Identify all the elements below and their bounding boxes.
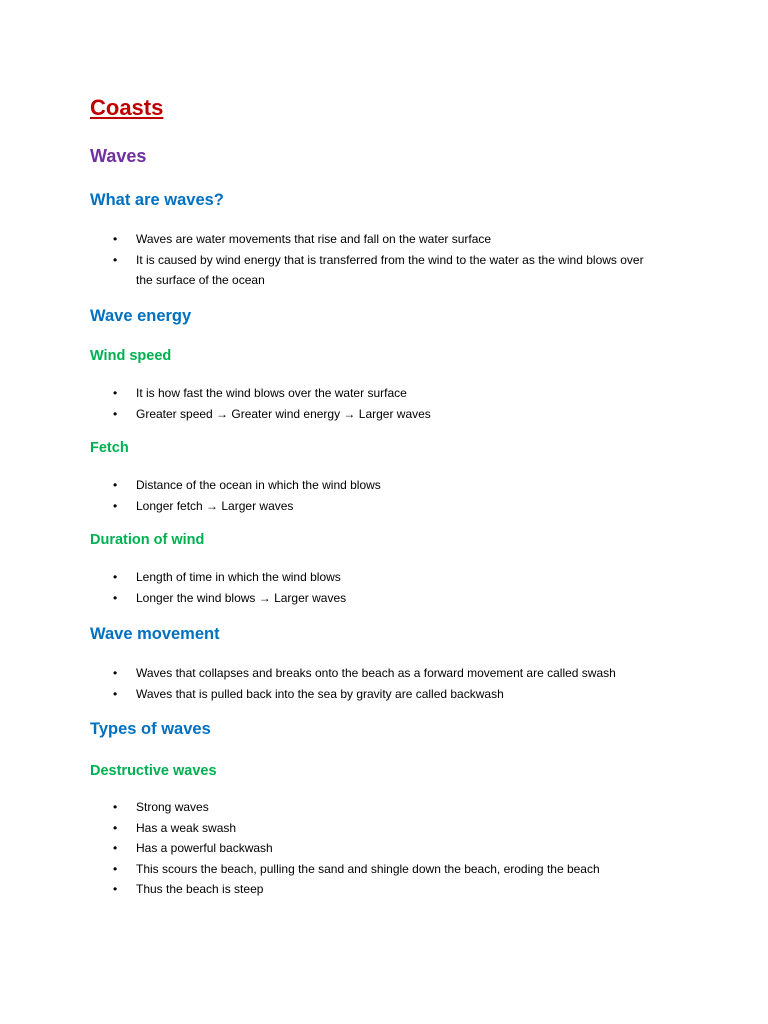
list-item: • Longer the wind blows → Larger waves [0,588,656,609]
heading-wave-energy: Wave energy [90,307,192,325]
list-item: • Length of time in which the wind blows [0,567,656,588]
heading-wind-speed: Wind speed [90,348,172,364]
list-item: • This scours the beach, pulling the sand and shingle down the beach, eroding the beach [0,859,656,880]
heading-destructive-waves: Destructive waves [90,763,217,779]
list-item: • It is caused by wind energy that is transferred from the wind to the water as the wind blows over the surface of the ocean [0,250,656,291]
list-fetch [0,475,656,516]
list-item: • Longer fetch → Larger waves [0,496,656,517]
list-destructive-waves [0,797,656,900]
list-wind-speed [0,383,656,424]
section-heading-waves: Waves [90,146,147,166]
list-item: • Waves that collapses and breaks onto the beach as a forward movement are called swash [0,663,656,684]
heading-wave-movement: Wave movement [90,625,220,643]
document-title: Coasts [90,95,164,120]
list-what-are-waves [0,229,656,291]
list-item: • Waves that is pulled back into the sea by gravity are called backwash [0,684,656,705]
heading-what-are-waves: What are waves? [90,191,224,209]
list-item: • Strong waves [0,797,656,818]
list-wave-movement [0,663,656,704]
heading-types-of-waves: Types of waves [90,720,211,738]
list-item: • Has a weak swash [0,818,656,839]
list-item: • Waves are water movements that rise and fall on the water surface [0,229,656,250]
heading-duration-of-wind: Duration of wind [90,532,205,548]
list-item: • Thus the beach is steep [0,879,656,900]
list-item: • Greater speed → Greater wind energy → Larger waves [0,404,656,425]
list-item: • Distance of the ocean in which the wind blows [0,475,656,496]
list-item: • Has a powerful backwash [0,838,656,859]
list-item: • It is how fast the wind blows over the water surface [0,383,656,404]
list-duration-of-wind [0,567,656,608]
heading-fetch: Fetch [90,440,129,456]
